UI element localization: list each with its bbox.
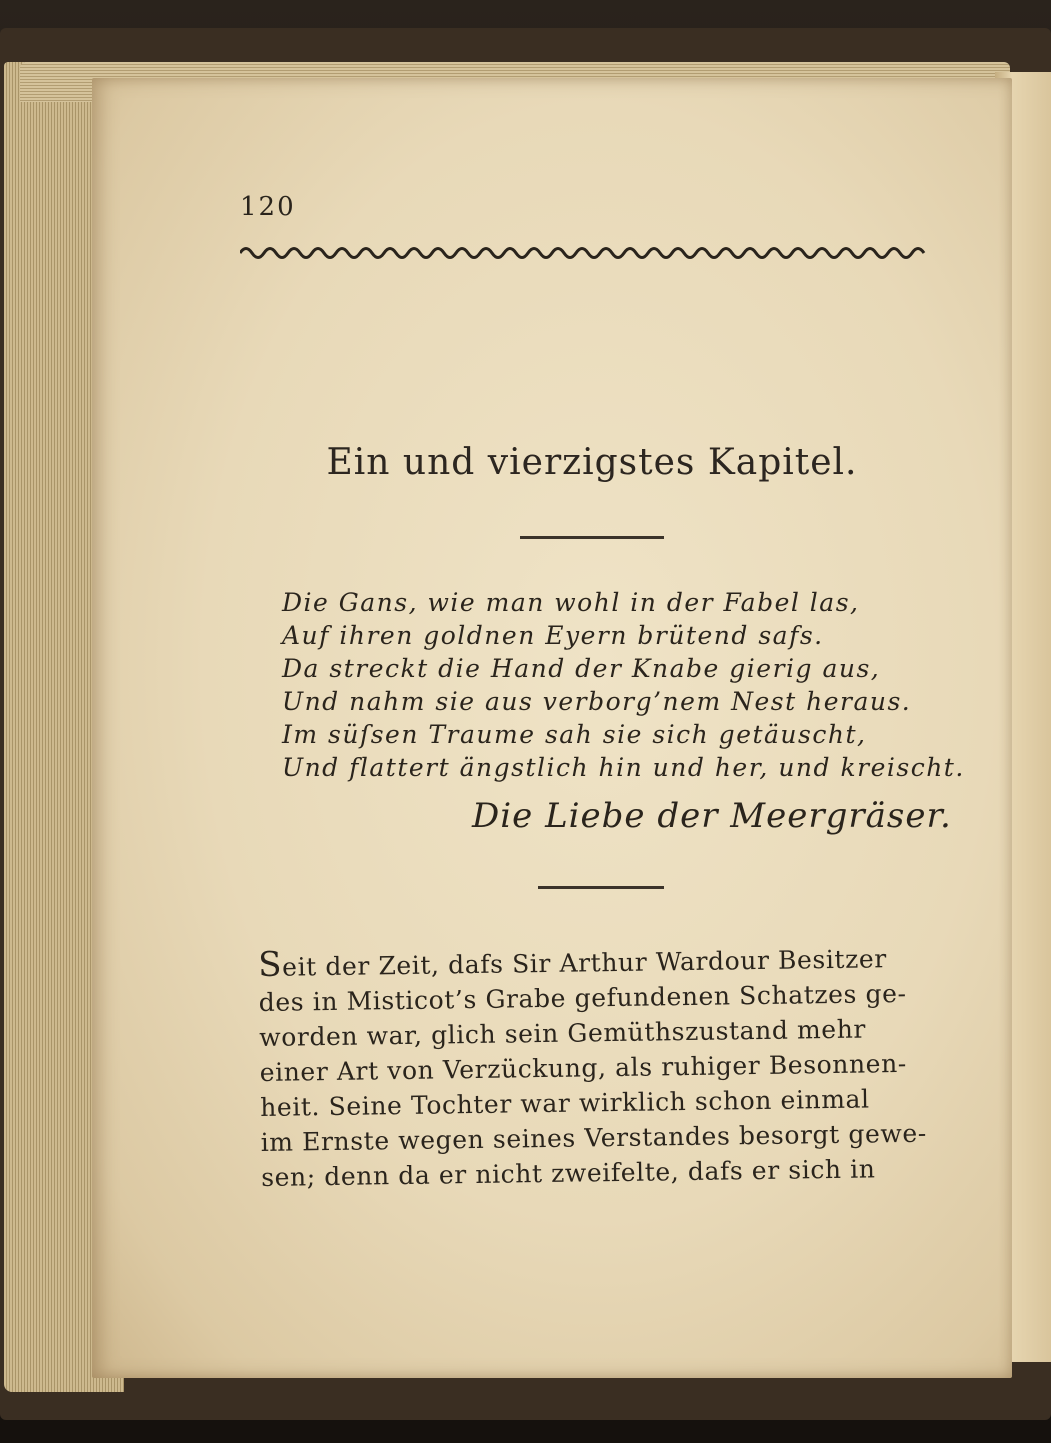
prose-line: worden war, glich sein Gemüthszustand mehr bbox=[259, 1014, 867, 1052]
drop-initial: S bbox=[257, 944, 283, 985]
prose-line: sen; denn da er nicht zweifelte, dafs er sich in bbox=[261, 1154, 876, 1192]
verse-line: Im süſsen Traume sah sie sich getäuscht, bbox=[282, 720, 867, 749]
chapter-title: Ein und vierzigstes Kapitel. bbox=[326, 442, 858, 483]
rule-divider bbox=[520, 536, 664, 539]
first-line-text: eit der Zeit, dafs Sir Arthur Wardour Besitzer bbox=[281, 944, 888, 982]
verse-line: Und nahm sie aus verborg’nem Nest heraus. bbox=[282, 687, 912, 716]
page-number: 120 bbox=[240, 192, 296, 222]
prose-line: im Ernste wegen seines Verstandes besorgt gewe- bbox=[260, 1118, 927, 1157]
book-page bbox=[92, 78, 1012, 1378]
verse-line: Und flattert ängstlich hin und her, und kreischt. bbox=[282, 753, 965, 782]
verse-line: Da streckt die Hand der Knabe gierig aus, bbox=[282, 654, 881, 683]
prose-line: einer Art von Verzückung, als ruhiger Besonnen- bbox=[259, 1048, 908, 1087]
prose-line: des in Misticot’s Grabe gefundenen Schatzes ge- bbox=[258, 978, 907, 1017]
rule-divider bbox=[538, 886, 664, 889]
epigraph-source: Die Liebe der Meergräser. bbox=[472, 796, 952, 836]
wavy-ornament-rule bbox=[240, 242, 930, 264]
verse-line: Auf ihren goldnen Eyern brütend safs. bbox=[282, 621, 824, 650]
verse-line: Die Gans, wie man wohl in der Fabel las, bbox=[282, 588, 860, 617]
body-text bbox=[258, 938, 967, 1195]
prose-line: heit. Seine Tochter war wirklich schon einmal bbox=[260, 1084, 870, 1122]
epigraph-verse bbox=[282, 586, 965, 784]
